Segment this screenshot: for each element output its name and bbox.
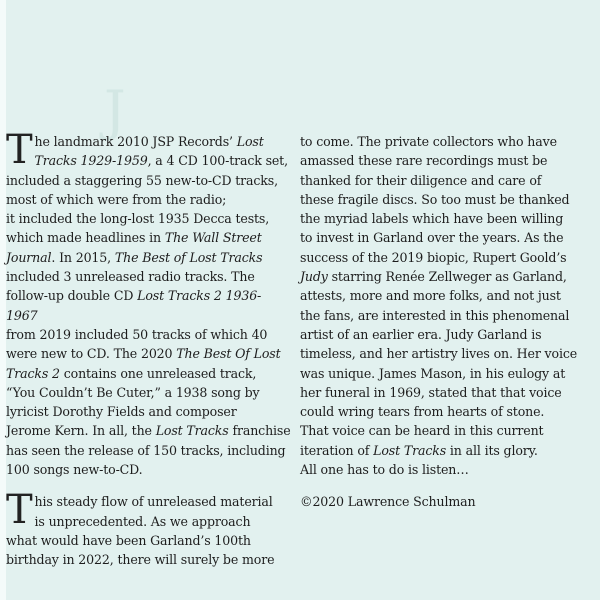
- copyright-notice: ©2020 Lawrence Schulman: [300, 494, 476, 510]
- album-title: Lost: [236, 134, 264, 149]
- text-line: amassed these rare recordings must be: [300, 153, 548, 169]
- album-title: Lost Tracks: [155, 423, 229, 439]
- left-column: [6, 127, 292, 570]
- text-line: included a staggering 55 new-to-CD tracks,: [6, 172, 278, 188]
- text-line: 100 songs new-to-CD.: [6, 462, 143, 478]
- text-line: follow-up double CD: [6, 288, 138, 304]
- album-title: The Best Of Lost: [176, 346, 281, 362]
- text-line: is unprecedented. As we approach: [34, 513, 251, 529]
- text-line: was unique. James Mason, in his eulogy at: [300, 365, 566, 381]
- text-line: the fans, are interested in this phenomenal: [300, 307, 570, 323]
- text-line: he landmark 2010 JSP Records’: [34, 134, 237, 149]
- text-line: birthday in 2022, there will surely be more: [6, 552, 275, 568]
- text-line: success of the 2019 biopic, Rupert Goold’s: [300, 249, 567, 265]
- album-title: Tracks 2: [6, 365, 60, 381]
- text-line: were new to CD. The 2020: [6, 346, 177, 362]
- text-line: attests, more and more folks, and not just: [300, 288, 561, 304]
- text-line: lyricist Dorothy Fields and composer: [6, 404, 237, 420]
- text-line: “You Couldn’t Be Cuter,” a 1938 song by: [6, 384, 260, 400]
- text-line: franchise: [228, 423, 291, 439]
- text-line: Jerome Kern. In all, the: [6, 423, 156, 439]
- text-line: the myriad labels which have been willing: [300, 211, 564, 227]
- right-column: [300, 132, 596, 512]
- text-line: his steady flow of unreleased material: [34, 494, 273, 510]
- text-line: most of which were from the radio;: [6, 191, 227, 207]
- album-title: Tracks 1929-1959: [34, 153, 148, 169]
- drop-cap: T: [6, 127, 33, 173]
- text-line: , a 4 CD 100-track set,: [147, 153, 288, 169]
- text-line: it included the long-lost 1935 Decca tests,: [6, 211, 270, 227]
- ghost-initial-letter: J: [104, 79, 126, 142]
- publication-title: Journal: [6, 249, 52, 265]
- album-title: The Best of Lost Tracks: [114, 249, 263, 265]
- text-line: timeless, and her artistry lives on. Her voice: [300, 346, 578, 362]
- paragraph-collectors-and-legacy: [300, 132, 596, 479]
- text-line: All one has to do is listen…: [300, 462, 469, 478]
- text-line: from 2019 included 50 tracks of which 40: [6, 326, 268, 342]
- text-line: . In 2015,: [51, 249, 115, 265]
- text-line: thanked for their diligence and care of: [300, 172, 542, 188]
- album-title: Lost Tracks: [373, 442, 447, 458]
- paragraph-lost-tracks-history: [6, 127, 292, 479]
- text-line: to invest in Garland over the years. As the: [300, 230, 564, 246]
- drop-cap: T: [6, 487, 33, 534]
- text-line: iteration of: [300, 442, 374, 458]
- text-line: included 3 unreleased radio tracks. The: [6, 269, 255, 285]
- text-line: which made headlines in: [6, 230, 165, 246]
- text-line: has seen the release of 150 tracks, including: [6, 442, 286, 458]
- text-line: That voice can be heard in this current: [300, 423, 544, 439]
- text-line: contains one unreleased track,: [59, 365, 257, 381]
- text-line: these fragile discs. So too must be thanked: [300, 191, 570, 207]
- publication-title: The Wall Street: [164, 230, 262, 246]
- text-line: to come. The private collectors who have: [300, 134, 557, 149]
- text-line: artist of an earlier era. Judy Garland is: [300, 326, 542, 342]
- text-line: what would have been Garland’s 100th: [6, 532, 251, 548]
- text-line: in all its glory.: [446, 442, 538, 458]
- text-line: her funeral in 1969, stated that that voice: [300, 384, 562, 400]
- paragraph-unreleased-flow: [6, 487, 292, 569]
- album-title: Lost Tracks 2 1936-1967: [6, 288, 262, 323]
- text-line: starring Renée Zellweger as Garland,: [327, 269, 567, 285]
- film-title: Judy: [300, 269, 328, 285]
- text-line: could wring tears from hearts of stone.: [300, 404, 545, 420]
